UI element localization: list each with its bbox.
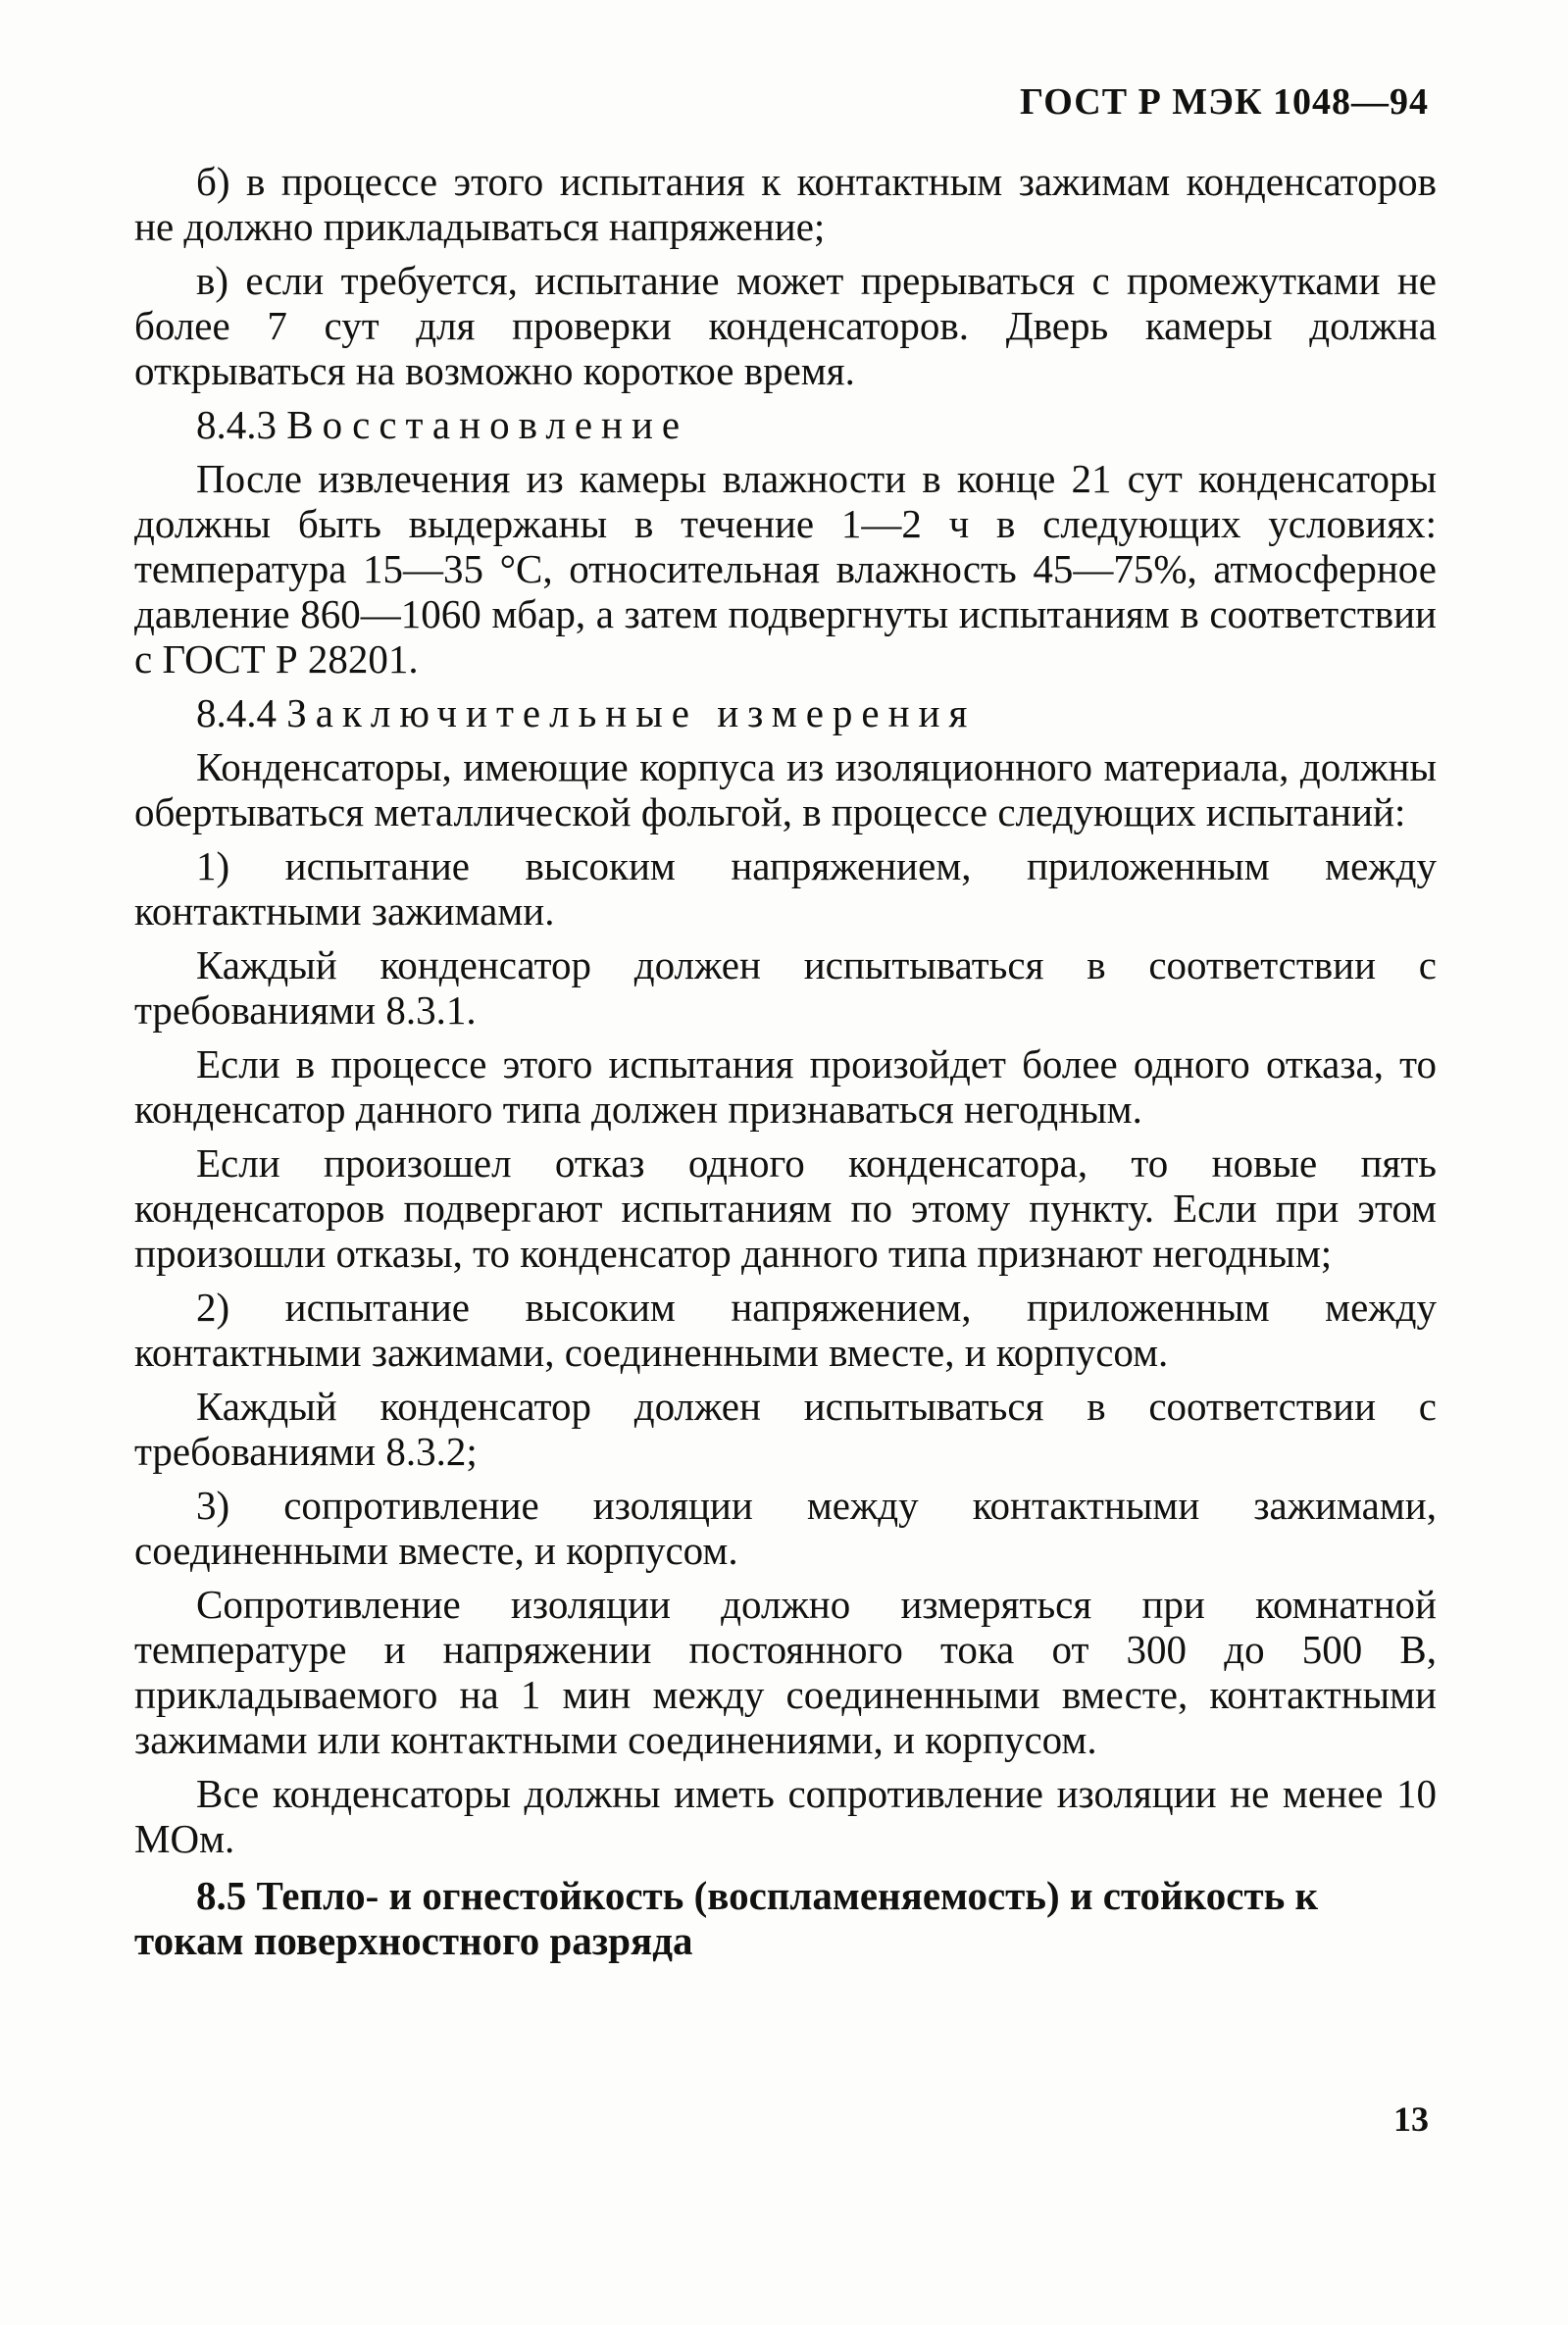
page-number: 13 — [1393, 2099, 1429, 2139]
paragraph-test-1-fail: Если в процессе этого испытания произойдет более одного отказа, то конденсатор данного типа должен признаваться негодным. — [134, 1041, 1437, 1132]
section-8-4-3-title: Восстановление — [286, 402, 689, 447]
section-8-4-4-number: 8.4.4 — [196, 690, 277, 735]
section-8-5-heading: 8.5 Тепло- и огнестойкость (воспламеняемость) и стойкость к токам поверхностного разряда — [134, 1873, 1319, 1963]
paragraph-test-1: 1) испытание высоким напряжением, приложенным между контактными зажимами. — [134, 843, 1437, 934]
paragraph-insulation-measure: Сопротивление изоляции должно измеряться при комнатной температуре и напряжении постоянного тока от 300 до 500 В, прикладываемого на 1 мин между соединенными вместе, контактными зажимами или контактными соединениями, и корпусом. — [134, 1582, 1437, 1762]
section-8-4-3-heading — [134, 402, 1437, 447]
paragraph-test-1-req: Каждый конденсатор должен испытываться в соответствии с требованиями 8.3.1. — [134, 942, 1437, 1033]
paragraph-recovery: После извлечения из камеры влажности в конце 21 сут конденсаторы должны быть выдержаны в течение 1—2 ч в следующих условиях: температура 15—35 °С, относительная влажность 45—75%, атмосферное давление 860—1060 мбар, а затем подвергнуты испытаниям в соответствии с ГОСТ Р 28201. — [134, 456, 1437, 682]
section-8-4-4-heading — [134, 690, 1437, 735]
paragraph-test-2-req: Каждый конденсатор должен испытываться в соответствии с требованиями 8.3.2; — [134, 1384, 1437, 1474]
paragraph-test-1-retest: Если произошел отказ одного конденсатора, то новые пять конденсаторов подвергают испытаниям по этому пункту. Если при этом произошли отказы, то конденсатор данного типа признают негодным; — [134, 1140, 1437, 1276]
paragraph-insulation-min: Все конденсаторы должны иметь сопротивление изоляции не менее 10 МОм. — [134, 1771, 1437, 1861]
section-8-4-3-number: 8.4.3 — [196, 402, 277, 447]
paragraph-test-2: 2) испытание высоким напряжением, приложенным между контактными зажимами, соединенными вместе, и корпусом. — [134, 1285, 1437, 1375]
paragraph-final-intro: Конденсаторы, имеющие корпуса из изоляционного материала, должны обертываться металлической фольгой, в процессе следующих испытаний: — [134, 744, 1437, 834]
section-8-4-4-title: Заключительные измерения — [286, 690, 977, 735]
paragraph-test-3: 3) сопротивление изоляции между контактными зажимами, соединенными вместе, и корпусом. — [134, 1483, 1437, 1573]
paragraph-b: б) в процессе этого испытания к контактным зажимам конденсаторов не должно прикладываться напряжение; — [134, 159, 1437, 249]
paragraph-v: в) если требуется, испытание может прерываться с промежутками не более 7 сут для проверки конденсаторов. Дверь камеры должна открываться на возможно короткое время. — [134, 258, 1437, 393]
document-code-header: ГОСТ Р МЭК 1048—94 — [1020, 81, 1429, 123]
document-body — [134, 159, 1437, 1972]
